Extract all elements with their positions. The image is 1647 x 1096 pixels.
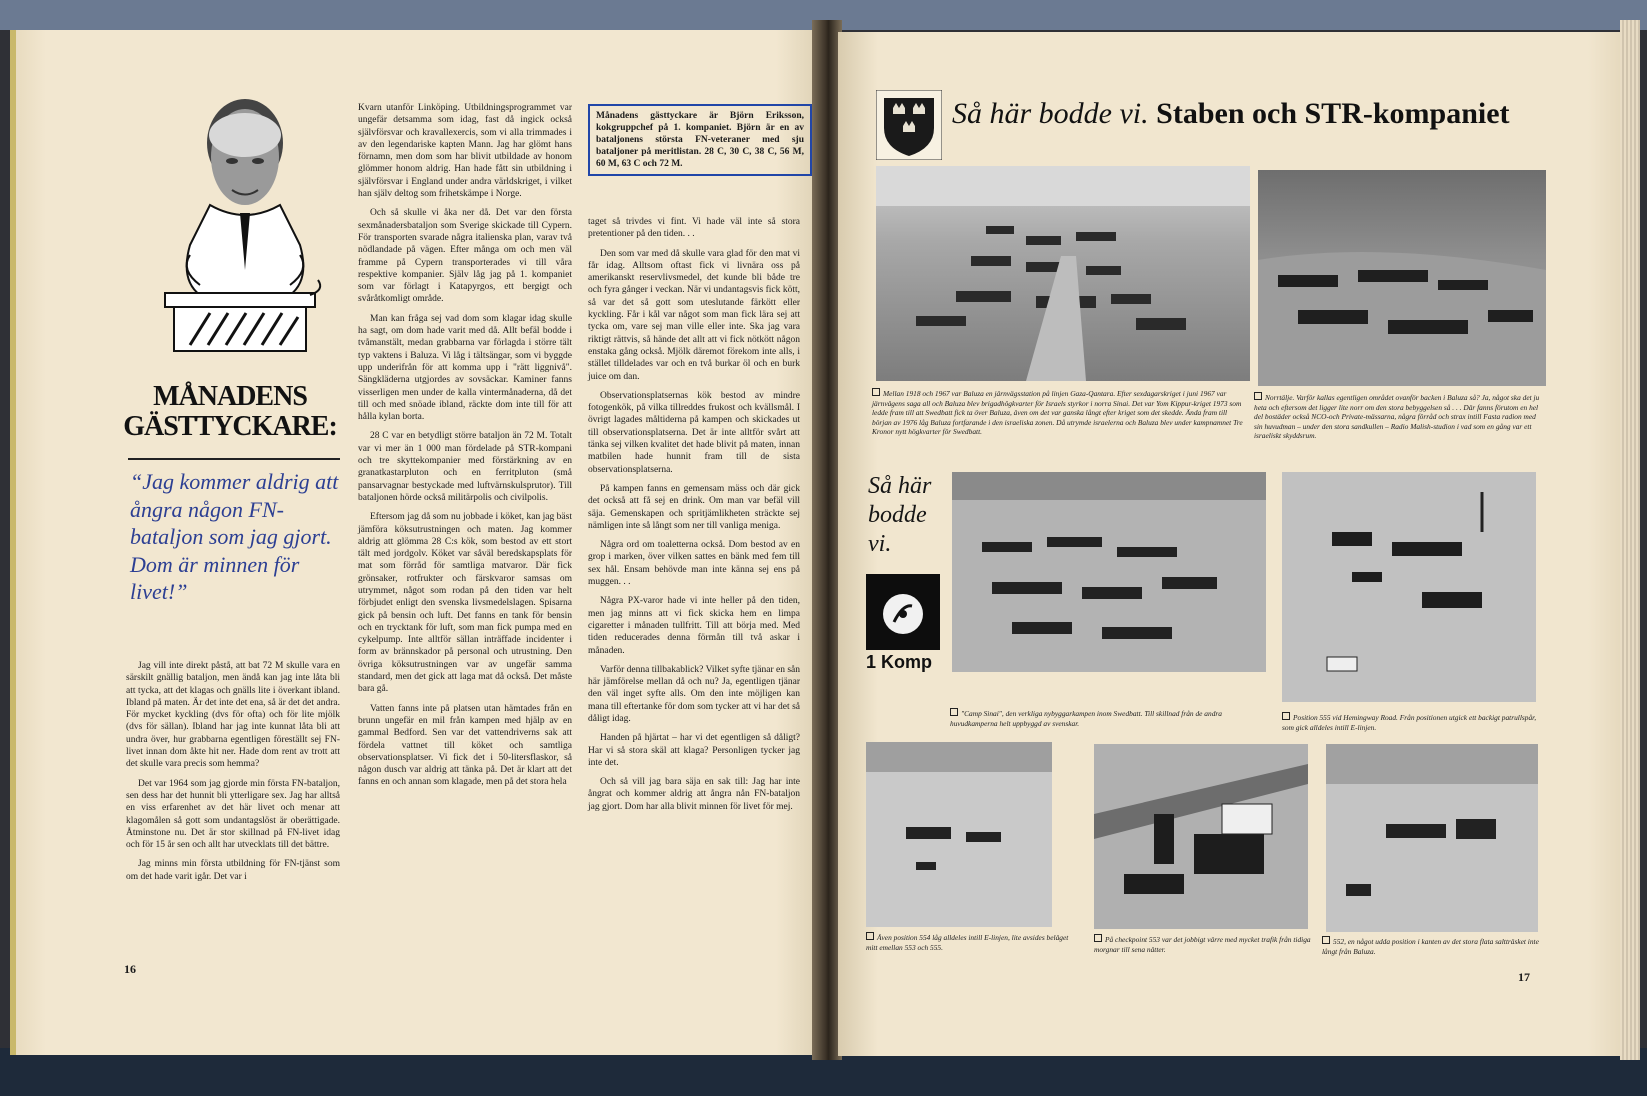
photo-caption-2: Norrtälje. Varför kallas egentligen området ovanför backen i Baluza så? Ja, något ska det ju heta och eftersom det ligger lite norr om den stora bebyggelsen så . . . Där fanns förutom en hel del bostäder också NCO-och Private-mässarna, några förråd och strax intill Fasta radion med sin huvudman – under den stora sandkullen – Radio Malish-studion i vad som en gång var ett israeliskt skyddsrum. xyxy=(1254,393,1540,441)
company-label: 1 Komp xyxy=(866,652,933,672)
page-title xyxy=(952,96,1632,132)
paragraph: taget så trivdes vi fint. Vi hade väl inte så stora pretentioner på den tiden. . . xyxy=(588,217,800,240)
photo-caption-7: 552, en något udda position i kanten av det stora flata saltträsket inte långt från Baluza. xyxy=(1322,937,1539,956)
paragraph: Handen på hjärtat – har vi det egentligen så dåligt? Har vi så stora skäl att klaga? Personligen tycker jag inte det. xyxy=(588,733,800,768)
caption-bullet-box xyxy=(866,932,874,940)
paragraph: Varför denna tillbakablick? Vilket syfte tjänar en sån här jämförelse mellan då och nu? Ja, egentligen tjänar den väl inget syfte alls. Om den inte möjligen kan mana till eftertanke för dom som tycker att vi har det så dåligt idag. xyxy=(588,664,801,724)
aerial-photo-position-552 xyxy=(1326,744,1538,932)
paragraph: Det var 1964 som jag gjorde min första FN-bataljon, sen dess har det hunnit bli ytterligare sex. Jag har alltså en viss erfarenhet av det här livet och menar att klagomålen så gott som undantagslöst är oberättigade. Åtminstone nu. Det är stor skillnad på FN-livet idag och för 15 år sen och allt har utvecklats till det bättre. xyxy=(126,778,340,851)
paragraph: Vatten fanns inte på platsen utan hämtades från en brunn ungefär en mil från kampen med hjälp av en gammal Bedford. Sen var det vattendriverns sak att fördela vattnet till köket och samtliga observationsplatser. Vi fick det i 50-litersflaskor, så någon dusch var aldrig att tänka på. Det är klart att det fanns en och annan som klagade, men på det stora hela xyxy=(358,703,572,788)
paragraph: Och så vill jag bara säja en sak till: Jag har inte ångrat och kommer aldrig att ångra nån FN-bataljon jag gjort. Dom har alla blivit minnen för livet för mej. xyxy=(588,777,800,812)
photo-caption-3: "Camp Sinai", den verkliga nybyggarkampen inom Swedbatt. Till skillnad från de andra huvudkamperna helt uppbyggd av svenskar. xyxy=(950,709,1222,728)
paragraph: Jag vill inte direkt påstå, att bat 72 M skulle vara en särskilt gnällig bataljon, men ändå kan jag inte låta bli att tycka, att det klagas och gnälls lite i överkant ibland. Ibland på maten. Är det inte det ena, så är det det andra. För mycket kyckling (dvs för ofta) och för lite mjölk (dvs för sällan). Ibland har jag inte kunnat låta bli att undra över, hur grabbarna egentligen föreställt sej FN-livet innan dom åkte hit ner. Hade dom rent av trott att det skulle vara precis som hemma? xyxy=(126,661,340,770)
paragraph: 28 C var en betydligt större bataljon än 72 M. Totalt var vi mer än 1 000 man fördelade på STR-kompani och tre skyttekompanier med förstärkning av en granatkastarpluton och en ferritpluton (små pansarvagnar bestyckade med luftvärnskulsprutor). Till bataljonen hörde också militärpolis och civilpolis. xyxy=(358,431,572,503)
aerial-photo-checkpoint-553 xyxy=(1094,744,1308,929)
article-column-1 xyxy=(126,660,340,890)
caption-bullet-box xyxy=(872,388,880,396)
cartoon-portrait-illustration xyxy=(160,95,330,375)
caption-bullet-box xyxy=(950,708,958,716)
page-title-italic: Så här bodde vi. xyxy=(952,97,1149,130)
paragraph: Man kan fråga sej vad dom som klagar idag skulle ha sagt, om dom hade varit med då. Allt befäl bodde i tvåmanstält, medan grabbarna var förlagda i större tält typ vaktens i Baluza. Vi låg i tältsängar, som vi byggde upp underifrån för att komma upp i "rätt liggnivå". Sängkläderna utgjordes av sovsäckar. Kaminer fanns visserligen men under de kalla vintermånaderna, då det till och med snöade ibland, räckte dom inte till för att hålla kylan borta. xyxy=(358,313,572,423)
paragraph: Några PX-varor hade vi inte heller på den tiden, men jag minns att vi fick skicka hem en limpa cigaretter i månaden tullfritt. Till att börja med. Med tiden reducerades denna förmån till två askar i månaden. xyxy=(588,596,800,656)
page-number-left: 16 xyxy=(124,962,136,976)
photo-caption-6: På checkpoint 553 var det jobbigt värre med mycket trafik från tidiga morgnar till sena nätter. xyxy=(1094,935,1311,954)
side-title: Så här bodde vi. xyxy=(868,473,932,557)
heading-rule xyxy=(128,458,340,460)
aerial-photo-position-554 xyxy=(866,742,1052,927)
aerial-photo-norrtalje xyxy=(1258,170,1546,386)
paragraph: Några ord om toaletterna också. Dom bestod av en grop i marken, över vilken sattes en bänk med fem till sex hål. Ensam behövde man inte känna sej ens på muggen. . . xyxy=(588,540,800,588)
paragraph: Den som var med då skulle vara glad för den mat vi får idag. Alltsom oftast fick vi livnära oss på amerikanskt reservlivsmedel, det kunde bli både tre och fyra gånger i veckan. När vi undantagsvis fick kött, så var det så gott som uteslutande färkött eller kyckling. Får i kål var något som man fick lära sej att tycka om, vare sej man ville eller inte. Ska jag vara riktigt rättvis, så hände det allt att vi fick nötkött någon enstaka gång också. Mjölk däremot förekom inte alls, i stället tilldelades var och en två burkar öl och en burk juice om dan. xyxy=(588,248,800,382)
aerial-photo-camp-sinai xyxy=(952,472,1266,672)
caption-bullet-box xyxy=(1322,936,1330,944)
page-edges xyxy=(1620,20,1640,1060)
paragraph: Kvarn utanför Linköping. Utbildningsprogrammet var ungefär detsamma som idag, fast då ingick också självförsvar och kravallexercis, som vi alla trimmades i av den legendariske kapten Mann. Jag har glömt hans förnamn, men dom som har blivit utbildade av honom glömmer honom aldrig. Han hade fått sin utbildning i självförsvar i England under andra världskriget, i vilket han själv deltog som frihetskämpe i Norge. xyxy=(358,103,572,200)
paragraph: Observationsplatsernas kök bestod av mindre fotogenkök, på vilka tillreddes frukost och kvällsmål. I övrigt lagades måltiderna på kampen och skickades ut till observationsplatserna. Det är inte alltför svårt att tänka sej vilken kvalitet det hade blivit på maten, innan matbilen hade hunnit fram till de sista observationsplatserna. xyxy=(588,390,800,475)
paragraph: Jag minns min första utbildning för FN-tjänst som om det hade varit igår. Det var i xyxy=(126,859,340,882)
guest-info-box: Månadens gästtyckare är Björn Eriksson, kokgruppchef på 1. kompaniet. Björn är en av bataljonens största FN-veteraner med sju bataljoner på meritlistan. 28 C, 30 C, 38 C, 56 M, 60 M, 63 C och 72 M. xyxy=(588,104,812,176)
paragraph: Eftersom jag då som nu jobbade i köket, kan jag bäst jämföra köksutrustningen och maten. Jag kommer aldrig att glömma 28 C:s kök, som bestod av ett stort tält med jordgolv. Köket var såväl beredskapsplats för mat som förråd för samtliga matvaror. Där fick grönsaker, rotfrukter och färskvaror samsas om utrymmet, något som rodan på den tiden var helt förbjudet enligt den svenska livsmedelslagen. Spisarna gick på bensin och luft. Det fanns en tank för bensin och en trycktank för luft, som man fick pumpa med en cykelpump. Inte alltför sällan inträffade incidenter i form av brännskador på personal och utrustning. Den övriga köksutrustningen var av ungefär samma standard, men det gick att laga mat då också. Det måste bara gå. xyxy=(358,512,572,695)
company-emblem-icon xyxy=(866,574,940,650)
caption-bullet-box xyxy=(1254,392,1262,400)
paragraph: Och så skulle vi åka ner då. Det var den första sexmånadersbataljon som Sverige skickade till Cypern. För transporten svarade några italienska plan, varav två nödlandade på vägen. Efter många om och men väl framme på Cypern transporterades vi till våra respektive kompanier. Själv låg jag på 1. kompaniet som var förlagt i Katapyrgos, ett bergigt och svåråtkomligt område. xyxy=(358,208,572,305)
page-title-bold: Staben och STR-kompaniet xyxy=(1156,97,1510,130)
caption-bullet-box xyxy=(1282,712,1290,720)
photo-caption-4: Position 555 vid Hemingway Road. Från positionen utgick ett backigt patrullspår, som gick alldeles intill E-linjen. xyxy=(1282,713,1537,732)
three-crowns-shield-icon xyxy=(876,90,942,160)
aerial-photo-position-555 xyxy=(1282,472,1536,702)
article-column-2 xyxy=(358,102,572,796)
page-number-right: 17 xyxy=(1518,970,1530,984)
section-heading: MÅNADENS GÄSTTYCKARE: xyxy=(123,381,337,442)
aerial-photo-baluza-camp xyxy=(876,166,1250,381)
caption-bullet-box xyxy=(1094,934,1102,942)
article-column-3 xyxy=(588,216,800,820)
photo-caption-1: Mellan 1918 och 1967 var Baluza en järnvägsstation på linjen Gaza-Qantara. Efter sexdagarskriget i juni 1967 var järnvägens saga all och Baluza blev brigadhögkvarter för Israels styrkor i norra Sinai. Det var Yom Kippur-kriget 1973 som ledde fram till att Swedbatt fick ta över Baluza, även om det var ganska långt efter kriget som det skedde. Ända fram till början av 1976 låg Baluza fortfarande i den israeliska zonen. Då utrymde israelerna och Baluza blev under kampnamnet Tre Kronor nytt högkvarter för Swedbatt. xyxy=(872,389,1243,437)
paragraph: På kampen fanns en gemensam mäss och där gick det också att få sej en drink. Om man var befäl vill säja. Gemenskapen och spritjämlikheten sträckte sej nämligen inte så långt som ner till vanliga meniga. xyxy=(588,483,800,531)
pull-quote: “Jag kommer aldrig att ångra någon FN-bataljon som jag gjort. Dom är minnen för livet!” xyxy=(130,469,339,604)
photo-caption-5: Även position 554 låg alldeles intill E-linjen, lite avsides beläget mitt emellan 553 och 555. xyxy=(866,933,1069,952)
